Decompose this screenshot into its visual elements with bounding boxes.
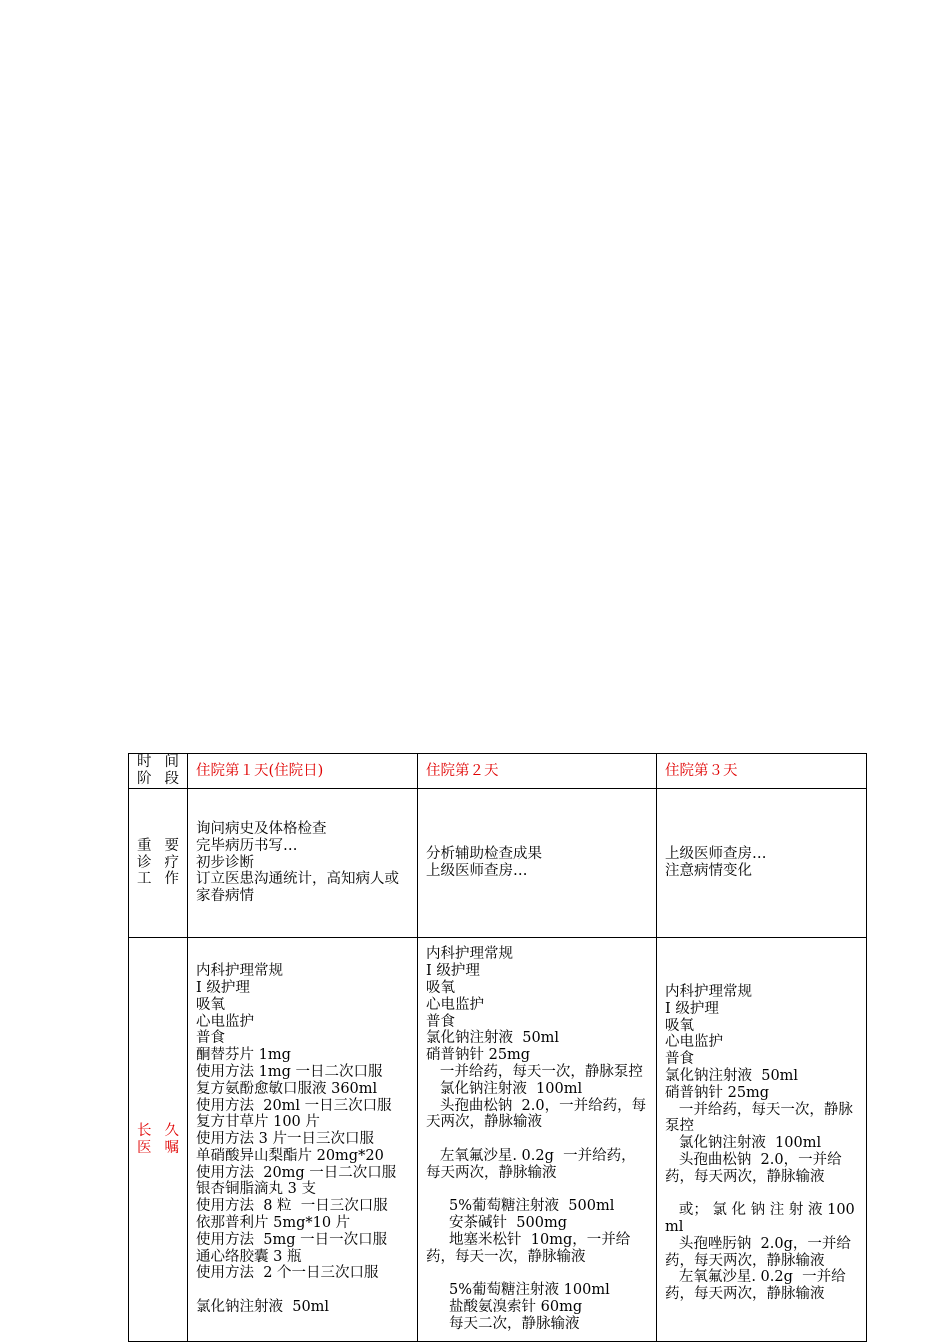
order-line: Ⅰ 级护理 xyxy=(426,963,480,980)
order-line: 氯化钠注射液 50ml xyxy=(665,1067,799,1084)
work-day3-cell xyxy=(657,789,867,938)
work-day2-line: 上级医师查房… xyxy=(426,863,528,879)
work-day3-line: 注意病情变化 xyxy=(665,863,752,879)
work-day1-line: 完毕病历书写… xyxy=(196,837,298,854)
order-line: 盐酸氨溴索针 60mg xyxy=(426,1299,583,1316)
order-line: 一并给药，每天一次，静脉泵控 xyxy=(665,1101,853,1135)
order-line: 依那普利片 5mg*10 片 xyxy=(196,1215,351,1232)
order-line xyxy=(426,1131,648,1148)
header-day1: 住院第１天(住院日) xyxy=(188,754,418,789)
order-line xyxy=(426,1265,648,1282)
order-line xyxy=(426,1181,648,1198)
order-line: 复方甘草片 100 片 xyxy=(196,1114,320,1131)
orders-day1-cell xyxy=(188,938,418,1342)
order-line: 内科护理常规 xyxy=(196,963,283,980)
header-day3: 住院第３天 xyxy=(657,754,867,789)
order-line: 每天二次，静脉输液 xyxy=(426,1315,580,1332)
order-line: 通心络胶囊 3 瓶 xyxy=(196,1248,302,1265)
order-line: 使用方法 8 粒 一日三次口服 xyxy=(196,1198,388,1215)
order-line: 一并给药，每天一次，静脉泵控 xyxy=(426,1063,643,1080)
order-line: 吸氧 xyxy=(196,996,225,1013)
order-line: 普食 xyxy=(426,1013,455,1030)
order-line: 或； 氯 化 钠 注 射 液 100ml xyxy=(665,1202,855,1236)
work-day1-line: 询问病史及体格检查 xyxy=(196,821,327,837)
work-day2-cell xyxy=(418,789,657,938)
order-line: 内科护理常规 xyxy=(665,983,752,1000)
order-line: 使用方法 3 片一日三次口服 xyxy=(196,1131,374,1148)
order-line: 银杏铜脂滴丸 3 支 xyxy=(196,1181,316,1198)
order-line: 安茶碱针 500mg xyxy=(426,1215,567,1232)
clinical-pathway-table xyxy=(128,753,867,1342)
orders-label-line-2: 医嘱 xyxy=(137,1139,179,1156)
work-day2-line: 分析辅助检查成果 xyxy=(426,846,542,863)
order-line xyxy=(196,1282,409,1299)
order-line: 头孢唑肟钠 2.0g，一并给药，每天两次，静脉输液 xyxy=(665,1235,851,1269)
order-line: 使用方法 5mg 一日一次口服 xyxy=(196,1231,388,1248)
order-line: 左氧氟沙星. 0.2g 一并给药，每天两次，静脉输液 xyxy=(426,1147,636,1181)
work-day3-line: 上级医师查房… xyxy=(665,846,767,863)
order-line: 5%葡萄糖注射液 100ml xyxy=(426,1282,610,1299)
work-label-line-2: 诊 疗 xyxy=(137,854,179,871)
order-line: 酮替芬片 1mg xyxy=(196,1047,291,1064)
order-line: 氯化钠注射液 50ml xyxy=(426,1030,560,1047)
work-row xyxy=(129,789,867,938)
order-line: 使用方法 1mg 一日二次口服 xyxy=(196,1063,383,1080)
order-line: 普食 xyxy=(665,1051,694,1068)
order-line: 心电监护 xyxy=(196,1013,254,1030)
orders-label-cell xyxy=(129,938,188,1342)
work-label-line-3: 工作 xyxy=(137,871,179,888)
work-day1-cell xyxy=(188,789,418,938)
order-line: 使用方法 20mg 一日二次口服 xyxy=(196,1164,397,1181)
order-line: Ⅰ 级护理 xyxy=(196,979,250,996)
order-line: 氯化钠注射液 100ml xyxy=(665,1135,822,1152)
order-line: 使用方法 2 个一日三次口服 xyxy=(196,1265,379,1282)
header-row xyxy=(129,754,867,789)
orders-day2-cell xyxy=(418,938,657,1342)
order-line: 心电监护 xyxy=(665,1034,723,1051)
order-line: 地塞米松针 10mg，一并给药，每天一次，静脉输液 xyxy=(426,1231,631,1265)
order-line: 硝普钠针 25mg xyxy=(665,1084,770,1101)
order-line: 5%葡萄糖注射液 500ml xyxy=(426,1198,615,1215)
orders-label-line-1: 长 久 xyxy=(137,1122,179,1139)
order-line: 吸氧 xyxy=(665,1017,694,1034)
order-line: 内科护理常规 xyxy=(426,946,513,963)
order-line: Ⅰ 级护理 xyxy=(665,1000,719,1017)
orders-row xyxy=(129,938,867,1342)
order-line: 左氧氟沙星. 0.2g 一并给药，每天两次，静脉输液 xyxy=(665,1269,846,1303)
order-line: 硝普钠针 25mg xyxy=(426,1047,531,1064)
order-line: 使用方法 20ml 一日三次口服 xyxy=(196,1097,392,1114)
header-day2: 住院第２天 xyxy=(418,754,657,789)
corner-cell xyxy=(129,754,188,789)
work-label-line-1: 重 要 xyxy=(137,837,179,854)
corner-line-2: 阶段 xyxy=(137,771,179,787)
order-line: 氯化钠注射液 100ml xyxy=(426,1080,583,1097)
order-line: 心电监护 xyxy=(426,996,484,1013)
corner-line-1: 时 间 xyxy=(137,754,179,771)
work-label-cell xyxy=(129,789,188,938)
order-line: 吸氧 xyxy=(426,979,455,996)
orders-day3-cell xyxy=(657,938,867,1342)
work-day1-line: 订立医患沟通统计，高知病人或家眷病情 xyxy=(196,871,399,905)
order-line: 普食 xyxy=(196,1030,225,1047)
order-line: 头孢曲松钠 2.0，一并给药，每天两次，静脉输液 xyxy=(426,1097,647,1131)
work-day1-line: 初步诊断 xyxy=(196,854,254,871)
order-line: 单硝酸异山梨酯片 20mg*20 xyxy=(196,1147,384,1164)
order-line xyxy=(665,1185,858,1202)
order-line: 头孢曲松钠 2.0，一并给药，每天两次，静脉输液 xyxy=(665,1151,842,1185)
order-line: 氯化钠注射液 50ml xyxy=(196,1299,330,1316)
order-line: 复方氨酚愈敏口服液 360ml xyxy=(196,1080,378,1097)
